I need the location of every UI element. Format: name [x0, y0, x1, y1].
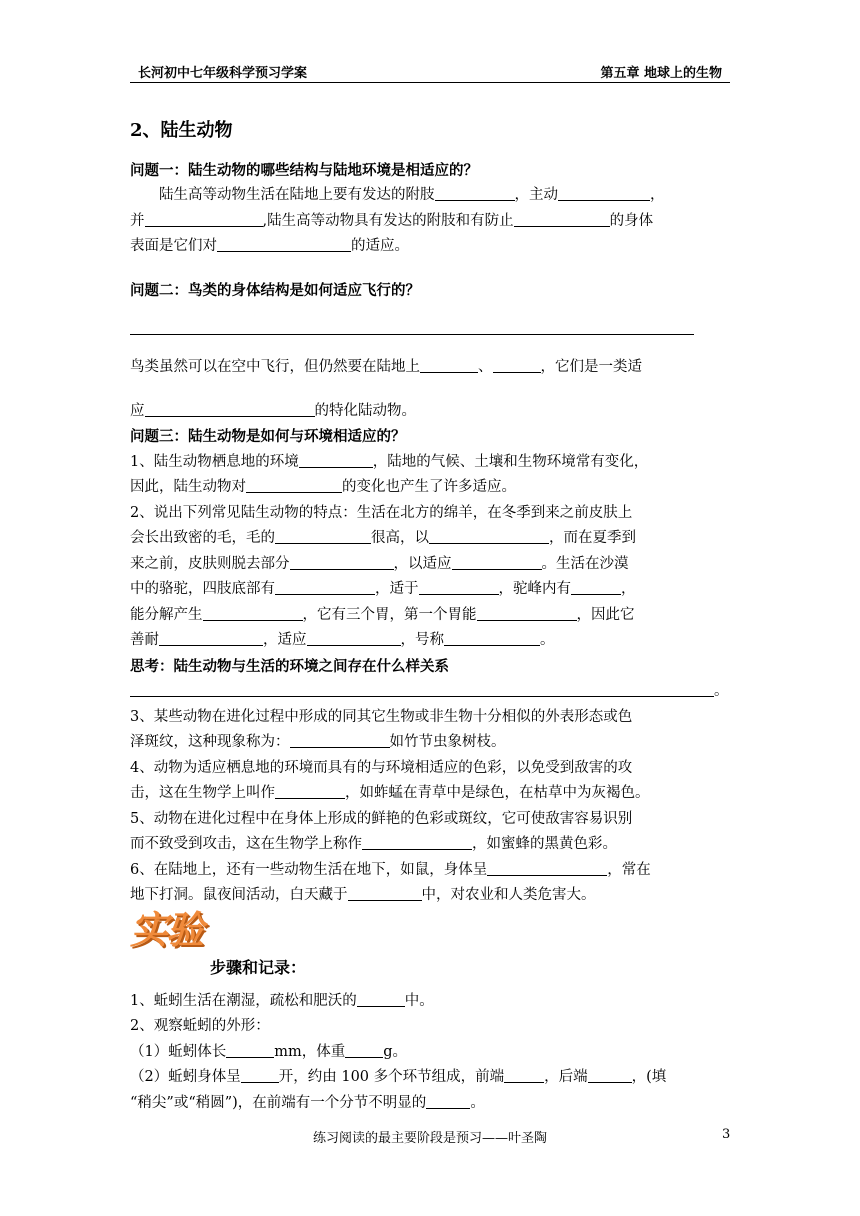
item-5: 5、动物在进化过程中在身体上形成的鲜艳的色彩或斑纹，它可使敌害容易识别 — [130, 810, 633, 827]
q3-item-2d: 中的骆驼，四肢底部有 ，适于 ，驼峰内有 ， — [130, 581, 636, 597]
question-1-text: 陆生高等动物生活在陆地上要有发达的附肢 ，主动 ， — [159, 187, 665, 203]
exp-step-1: 1、蚯蚓生活在潮湿，疏松和肥沃的 中。 — [130, 992, 434, 1009]
blank[interactable] — [299, 452, 373, 468]
item-6b: 地下打洞。鼠夜间活动，白天藏于 中，对农业和人类危害大。 — [130, 887, 596, 903]
blank[interactable] — [217, 237, 351, 253]
question-3-title: 问题三：陆生动物是如何与环境相适应的？ — [130, 428, 406, 445]
blank[interactable] — [203, 605, 303, 621]
header-right: 第五章 地球上的生物 — [600, 66, 722, 81]
think-answer: 。 — [130, 679, 730, 705]
answer-line[interactable] — [130, 682, 714, 698]
item-6: 6、在陆地上，还有一些动物生活在地下，如鼠，身体呈 ，常在 — [130, 861, 651, 878]
blank[interactable] — [307, 631, 401, 647]
q3-item-2f: 善耐 ，适应 ，号称 。 — [130, 632, 555, 648]
q3-item-1b: 因此，陆生动物对 的变化也产生了许多适应。 — [130, 479, 516, 495]
blank[interactable] — [504, 1068, 544, 1084]
blank[interactable] — [426, 1093, 470, 1109]
exp-step-2-2: （2）蚯蚓身体呈 开，约由 100 多个环节组成，前端 ，后端 ，(填 — [130, 1069, 667, 1085]
blank[interactable] — [429, 529, 549, 545]
blank[interactable] — [444, 631, 540, 647]
question-2-text: 鸟类虽然可以在空中飞行，但仍然要在陆地上 、 ，它们是一类适 — [130, 359, 642, 375]
blank[interactable] — [348, 886, 422, 902]
question-2-text-2: 应 的特化陆动物。 — [130, 402, 416, 419]
exp-step-2-2b: “稍尖”或“稍圆”)，在前端有一个分节不明显的 。 — [130, 1094, 485, 1111]
item-3: 3、某些动物在进化过程中形成的同其它生物或非生物十分相似的外表形态或色 — [130, 708, 633, 725]
blank[interactable] — [452, 554, 542, 570]
section-title: 2、陆生动物 — [130, 120, 233, 141]
blank[interactable] — [226, 1042, 274, 1058]
think-title: 思考：陆生动物与生活的环境之间存在什么样关系 — [130, 657, 449, 675]
experiment-logo: 实验 — [130, 906, 203, 952]
blank[interactable] — [275, 784, 345, 800]
page-header — [130, 60, 730, 83]
blank[interactable] — [419, 580, 499, 596]
blank[interactable] — [477, 605, 577, 621]
blank[interactable] — [290, 733, 390, 749]
blank[interactable] — [241, 1068, 279, 1084]
blank[interactable] — [558, 186, 650, 202]
item-3b: 泽斑纹，这种现象称为： 如竹节虫象树枝。 — [130, 734, 506, 750]
blank[interactable] — [487, 860, 607, 876]
item-4b: 击，这在生物学上叫作 ，如蚱蜢在青草中是绿色，在枯草中为灰褐色。 — [130, 785, 650, 801]
q3-item-2c: 来之前，皮肤则脱去部分 ，以适应 。生活在沙漠 — [130, 555, 629, 572]
item-5b: 而不致受到攻击，这在生物学上称作 ，如蜜蜂的黑黄色彩。 — [130, 836, 617, 852]
exp-step-2: 2、观察蚯蚓的外形： — [130, 1018, 270, 1034]
question-1-title: 问题一：陆生动物的哪些结构与陆地环境是相适应的？ — [130, 161, 478, 179]
q3-item-2b: 会长出致密的毛，毛的 很高，以 ，而在夏季到 — [130, 530, 636, 546]
blank[interactable] — [357, 991, 405, 1007]
q3-item-2e: 能分解产生 ，它有三个胃，第一个胃能 ，因此它 — [130, 606, 635, 623]
blank[interactable] — [145, 211, 263, 227]
question-1-text-2: 并 ,陆生高等动物具有发达的附肢和有防止 的身体 — [130, 212, 654, 229]
question-1-text-3: 表面是它们对 的适应。 — [130, 238, 409, 254]
blank[interactable] — [345, 1042, 383, 1058]
q3-item-1: 1、陆生动物栖息地的环境 ，陆地的气候、土壤和生物环境常有变化， — [130, 453, 649, 470]
blank[interactable] — [362, 835, 472, 851]
q3-item-2: 2、说出下列常见陆生动物的特点：生活在北方的绵羊，在冬季到来之前皮肤上 — [130, 504, 633, 521]
blank[interactable] — [290, 554, 394, 570]
blank[interactable] — [588, 1068, 632, 1084]
blank[interactable] — [275, 529, 371, 545]
blank[interactable] — [435, 186, 515, 202]
blank[interactable] — [246, 478, 342, 494]
footer-quote: 练习阅读的最主要阶段是预习——叶圣陶 — [312, 1131, 547, 1146]
blank[interactable] — [159, 631, 263, 647]
blank[interactable] — [420, 358, 478, 374]
item-4: 4、动物为适应栖息地的环境而具有的与环境相适应的色彩，以免受到敌害的攻 — [130, 759, 633, 776]
blank[interactable] — [145, 401, 315, 417]
worksheet-body — [130, 118, 730, 1116]
blank[interactable] — [275, 580, 375, 596]
blank[interactable] — [571, 580, 621, 596]
page-number: 3 — [722, 1127, 731, 1142]
header-left: 长河初中七年级科学预习学案 — [138, 66, 308, 81]
exp-step-2-1: （1）蚯蚓体长 mm，体重 g。 — [130, 1043, 408, 1060]
blank[interactable] — [493, 358, 541, 374]
question-2-title: 问题二：鸟类的身体结构是如何适应飞行的？ — [130, 281, 420, 299]
experiment-header — [130, 906, 730, 989]
experiment-title: 步骤和记录： — [210, 957, 307, 977]
blank[interactable] — [514, 211, 610, 227]
